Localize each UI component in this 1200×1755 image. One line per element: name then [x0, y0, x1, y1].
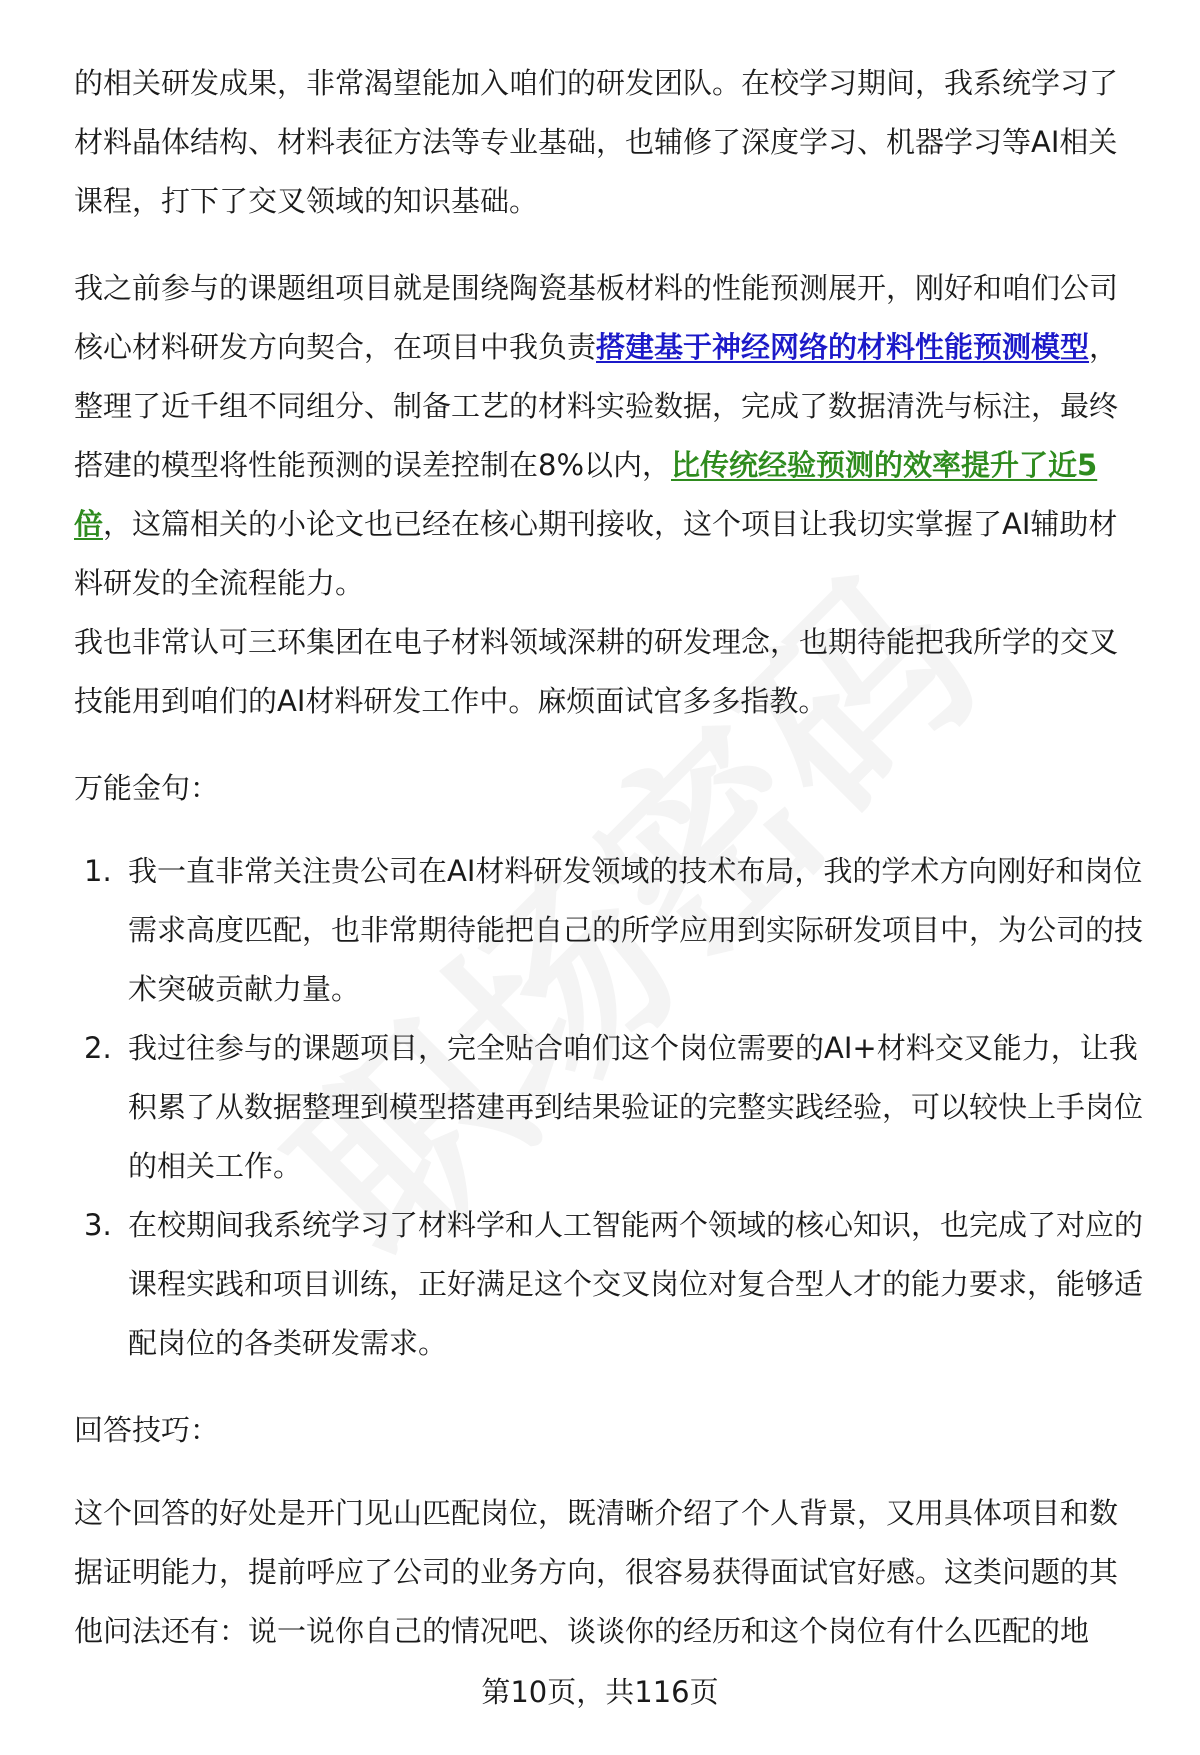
closing-paragraph: 我也非常认可三环集团在电子材料领域深耕的研发理念，也期待能把我所学的交叉技能用到咱们的AI材料研发工作中。麻烦面试官多多指教。 [74, 625, 1119, 718]
list-item-number: 2. [84, 1031, 112, 1065]
project-text-b: ，整理了近千组不同组分、制备工艺的材料实验数据，完成了数据清洗与标注，最终搭建的模型将性能预测的误差控制在8%以内， [74, 330, 1119, 482]
tips-paragraph: 这个回答的好处是开门见山匹配岗位，既清晰介绍了个人背景，又用具体项目和数据证明能力，提前呼应了公司的业务方向，很容易获得面试官好感。这类问题的其他问法还有：说一说你自己的情况吧、谈谈你的经历和这个岗位有什么匹配的地 [74, 1496, 1119, 1648]
list-item-text: 我过往参与的课题项目，完全贴合咱们这个岗位需要的AI+材料交叉能力，让我积累了从数据整理到模型搭建再到结果验证的完整实践经验，可以较快上手岗位的相关工作。 [128, 1031, 1144, 1183]
model-highlight-link[interactable]: 搭建基于神经网络的材料性能预测模型 [596, 330, 1090, 364]
list-item [74, 842, 1146, 1019]
project-text-a: 我之前参与的课题组项目就是围绕陶瓷基板材料的性能预测展开，刚好和咱们公司核心材料研发方向契合，在项目中我负责 [74, 271, 1119, 364]
efficiency-highlight: 比传统经验预测的效率提升了近5倍 [74, 448, 1098, 541]
project-paragraph [74, 259, 1146, 613]
list-item-number: 3. [84, 1208, 112, 1242]
list-item [74, 1019, 1146, 1196]
document-page [74, 54, 1146, 1661]
list-item [74, 1196, 1146, 1373]
golden-heading: 万能金句： [74, 771, 220, 805]
intro-paragraph: 的相关研发成果，非常渴望能加入咱们的研发团队。在校学习期间，我系统学习了材料晶体结构、材料表征方法等专业基础，也辅修了深度学习、机器学习等AI相关课程，打下了交叉领域的知识基础。 [74, 66, 1119, 218]
project-text-c: ，这篇相关的小论文也已经在核心期刊接收，这个项目让我切实掌握了AI辅助材料研发的全流程能力。 [74, 507, 1118, 600]
golden-list [74, 842, 1146, 1373]
list-item-text: 在校期间我系统学习了材料学和人工智能两个领域的核心知识，也完成了对应的课程实践和项目训练，正好满足这个交叉岗位对复合型人才的能力要求，能够适配岗位的各类研发需求。 [128, 1208, 1144, 1360]
list-item-text: 我一直非常关注贵公司在AI材料研发领域的技术布局，我的学术方向刚好和岗位需求高度匹配，也非常期待能把自己的所学应用到实际研发项目中，为公司的技术突破贡献力量。 [128, 854, 1144, 1006]
tips-heading: 回答技巧： [74, 1413, 220, 1447]
page-number-footer: 第10页，共116页 [481, 1675, 719, 1709]
list-item-number: 1. [84, 854, 112, 888]
